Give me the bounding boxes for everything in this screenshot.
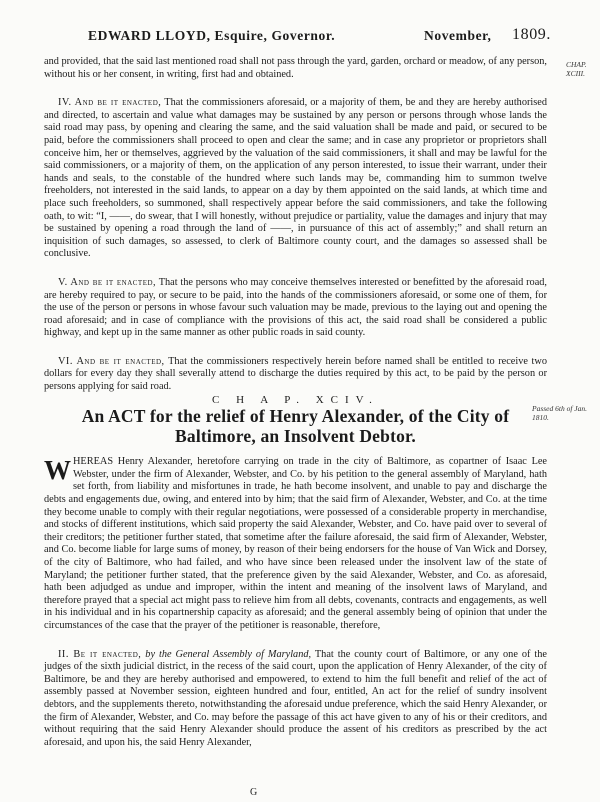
section-iv-heading: IV. And be it enacted, <box>58 97 162 109</box>
signature-mark: G <box>250 787 258 798</box>
preamble <box>44 456 547 632</box>
chapter-label: C H A P. XCIV. <box>212 393 379 406</box>
section-v <box>44 277 547 340</box>
preamble-body: HEREAS Henry Alexander, heretofore carrying on trade in the city of Baltimore, as copartner of Isaac Lee Webster, under the firm of Alexander, Webster, and Co. by his petition to the general assembly of Maryland, hath set forth, from liability and misfortunes in trade, he hath become insolvent, and unable to pay and discharge the debts and engagements due, owing, and entered into by him; that the said firm of Alexander, Webster, and Co. at the time they become unable to comply with their regular negotiations, were possessed of a considerable property in merchandise, and stocks of different institutions, which said property the said Alexander, Webster, and Co. have paid over to several of their creditors; the petitioner further stated, that sometime after the failure aforesaid, the said firm of Alexander, Webster, and Co. become liable for large sums of money, by reason of their being endorsers for the house of Van Wick and Dorsey, of the city of Baltimore, who had failed, and who have since been released under the insolvent law of the state of Maryland; the petitioner further stated, that the preference given by the said Alexander, Webster, and Co. as aforesaid, hath been adjudged as undue and improper, within the intent and meaning of the insolvent laws of Maryland, and therefore prayed that a special act might pass to relieve him from all debts, covenants, contracts and engagements, as well in his individual and in his copartnership capacity as aforesaid; and the general assembly being of opinion that under the circumstances of the case that the prayer of the petitioner is reasonable, therefore, <box>44 456 547 631</box>
section-ii-enacting-clause: by the General Assembly of Maryland, <box>145 648 312 660</box>
body-text <box>44 56 547 749</box>
running-header <box>44 26 551 50</box>
margin-note-chapter: CHAP. XCIII. <box>566 60 587 78</box>
section-iv-body: That the commissioners aforesaid, or a majority of them, be and they are hereby authorised and directed, to ascertain and value what damages may be sustained by any person or persons through whose lands the said road may pass, by opening and clearing the same, and the said valuation shall be made and paid, or secured to be paid, before the commissioners shall proceed to open and clear the same; and in case any proprietor or proprietors shall conceive him, her or themselves, aggrieved by the valuation of the said commissioners, it shall and may be lawful for the said commissioners, or a majority of them, on the application of any person interested, to issue their warrant, under their hands and seals, to the constable of the hundred where such lands may be, commanding him to summon twelve freeholders, not interested in the said lands, to appear on a day by them appointed on the said lands, at which time and place such freeholders, so summoned, shall respectively appear before the said commissioners, and take the following oath, to wit: “I, ——, do swear, that I will honestly, without prejudice or partiality, value the damages and injury that may be sustained by opening a road through the land of ——, in pursuance of this act of assembly;” and shall return an inquisition of such damages, so assessed, to clerk of Baltimore county court, and the damages so assessed shall be conclusive. <box>44 97 547 260</box>
header-month: November, <box>424 28 492 43</box>
section-ii <box>44 649 547 750</box>
section-vi-heading: VI. And be it enacted, <box>58 355 165 367</box>
section-iv <box>44 97 547 261</box>
header-page-number: 1809. <box>512 26 551 43</box>
act-title: An ACT for the relief of Henry Alexander, of the City of Baltimore, an Insolvent Debtor. <box>81 406 510 447</box>
section-v-heading: V. And be it enacted, <box>58 276 157 288</box>
section-ii-heading: II. Be it enacted, <box>58 648 142 660</box>
section-vi <box>44 356 547 394</box>
section-ii-body: That the county court of Baltimore, or any one of the judges of the sixth judicial district, in the recess of the said court, upon the application of Henry Alexander, of the city of Baltimore, be and they are hereby authorised and empowered, to extend to him the full benefit and relief of the act of assembly passed at November session, eighteen hundred and four, entitled, An act for the relief of sundry insolvent debtors, and the supplements thereto, notwithstanding the aforesaid undue preference, which the said Henry Alexander, or the firm of Alexander, Webster, and Co. may before the passage of this act have given to any of his or their creditors, and without requiring that the said Henry Alexander should produce the assent of his creditors as prescribed by the act aforesaid, and upon his, the said Henry Alexander, <box>44 648 547 748</box>
header-title: EDWARD LLOYD, Esquire, Governor. <box>88 28 336 43</box>
section-v-body: That the persons who may conceive themselves interested or benefitted by the aforesaid road, are hereby required to pay, or secure to be paid, into the hands of the commissioners aforesaid, or some one of them, for the use of the person or persons in whose favour such valuation may be made, previous to the laying out and opening the road aforesaid; and in case of compliance with the provisions of this act, the said road shall be considered a public highway, and kept up in the same manner as other public roads in said county. <box>44 276 547 339</box>
section-vi-body: That the commissioners respectively herein before named shall be entitled to receive two dollars for every day they shall severally attend to discharge the duties required by this act, to be paid by the person or persons applying for said road. <box>44 355 547 393</box>
drop-cap: W <box>44 455 71 486</box>
margin-note-passed-date: Passed 6th of Jan. 1810. <box>532 404 587 422</box>
paragraph-continuation: and provided, that the said last mentioned road shall not pass through the yard, garden, orchard or meadow, of any person, without his or her consent, in writing, first had and obtained. <box>44 56 547 80</box>
